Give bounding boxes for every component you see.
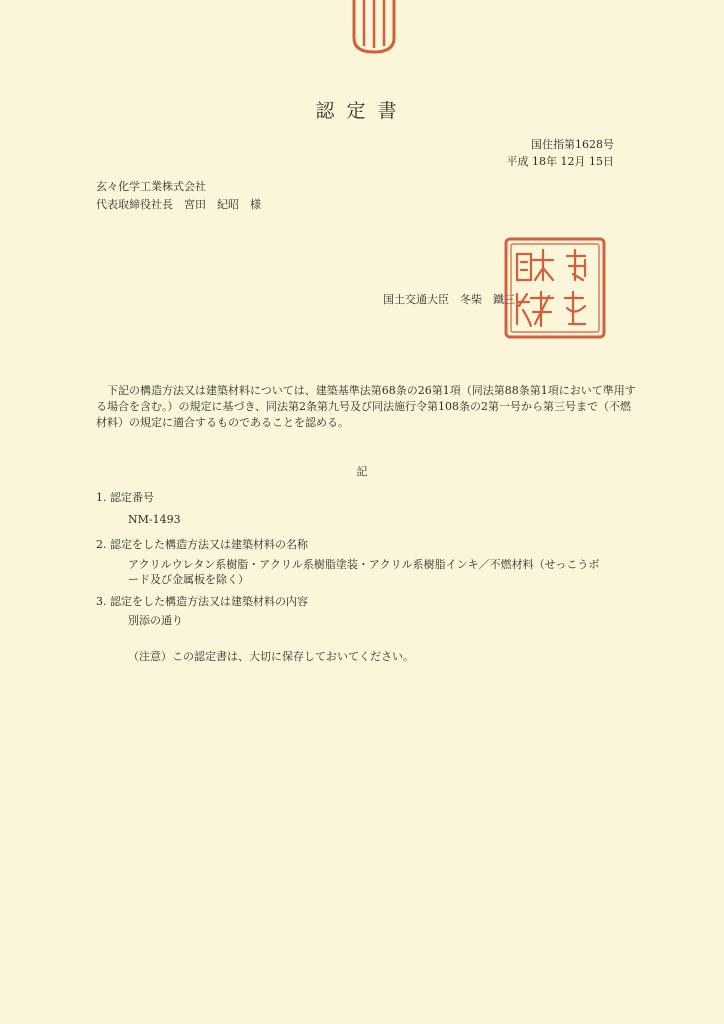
ki-heading: 記 bbox=[356, 465, 368, 478]
certification-statement: 下記の構造方法又は建築材料については、建築基準法第68条の26第1項（同法第88条第1項において準用する場合を含む。）の規定に基づき、同法第2条第九号及び同法施行令第108条の2第一号から第三号まで（不燃材料）の規定に適合するものであることを認める。 bbox=[96, 384, 636, 429]
item-heading-1: 1. 認定番号 bbox=[96, 491, 154, 504]
item-content-3: 別添の通り bbox=[128, 614, 183, 627]
issuer-name: 国土交通大臣 冬柴 鐵三 bbox=[383, 293, 515, 306]
document-title: 認定書 bbox=[315, 100, 409, 122]
storage-note: （注意）この認定書は、大切に保存しておいてください。 bbox=[128, 650, 414, 663]
item-heading-2: 2. 認定をした構造方法又は建築材料の名称 bbox=[96, 538, 308, 551]
item-heading-3: 3. 認定をした構造方法又は建築材料の内容 bbox=[96, 595, 308, 608]
reference-number: 国住指第1628号 bbox=[531, 138, 614, 151]
official-seal bbox=[503, 236, 607, 340]
item-content-2: アクリルウレタン系樹脂・アクリル系樹脂塗装・アクリル系樹脂インキ／不燃材料（せっこうボード及び金属板を除く） bbox=[128, 558, 600, 586]
top-binding-ornament bbox=[350, 0, 398, 56]
item-content-1: NM-1493 bbox=[128, 513, 181, 526]
issue-date: 平成 18年 12月 15日 bbox=[506, 155, 614, 168]
recipient-company: 玄々化学工業株式会社 bbox=[96, 180, 206, 193]
recipient-person: 代表取締役社長 宮田 紀昭 様 bbox=[96, 198, 261, 211]
